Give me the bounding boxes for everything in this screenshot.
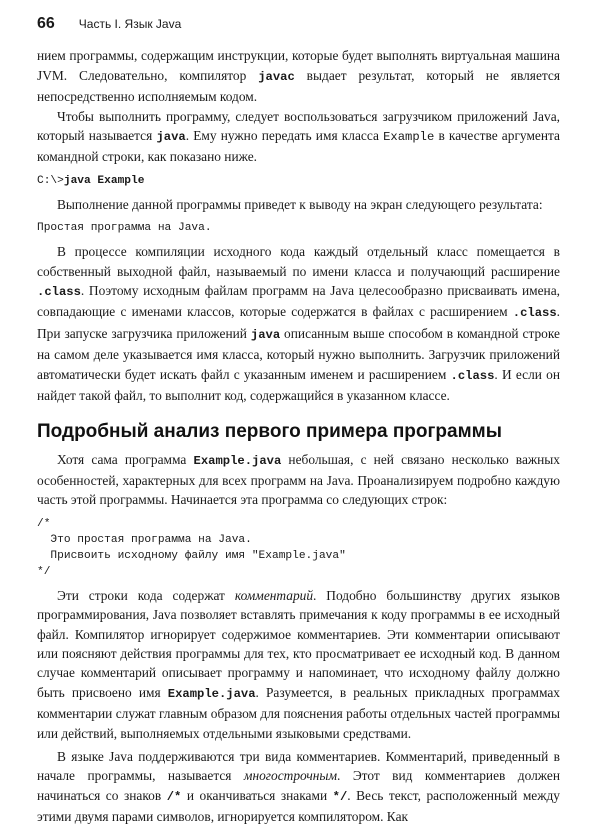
inline-code: Example.java xyxy=(167,686,256,701)
inline-code: java xyxy=(156,130,186,145)
paragraph-class-files: В процессе компиляции исходного кода каждый отдельный класс помещается в собственный выходной файл, называемый по имени класса и получающий расширение .class. Поэтому исходным файлам программ на Java целесообразно присваивать имена, совпадающие с именами классов, которые содержатся в файлах с расширением .class. При запуске загрузчика приложений java описанным выше способом в командной строке на самом деле указывается имя класса, который нужно выполнить. Загрузчик приложений автоматически будет искать файл с указанным именем и расширением .class. И если он найдет такой файл, то выполнит код, содержащийся в указанном классе. xyxy=(37,244,560,404)
paragraph-comment-kinds: В языке Java поддерживаются три вида комментариев. Комментарий, приведенный в начале программы, называется многострочным. Этот вид комментариев должен начинаться со знаков /* и оканчиваться знаками */. Весь текст, расположенный между этими двумя парами символов, игнорируется компилятором. Как xyxy=(37,748,560,825)
inline-code: javac xyxy=(258,69,295,84)
inline-code: java xyxy=(250,327,281,342)
section-heading: Подробный анализ первого примера программы xyxy=(37,420,502,442)
paragraph-comments: Эти строки кода содержат комментарий. Подобно большинству других языков программирования, Java позволяет вставлять примечания к коду программы в ее исходный файл. Компилятор игнорирует содержимое комментариев. Эти комментарии описывают или поясняют действия программы для тех, кто просматривает ее исходный код. В данном случае комментарий описывает программу и напоминает, что исходному файлу должно быть присвоено имя Example.java. Разумеется, в реальных прикладных программах комментарии служат главным образом для пояснения работы отдельных частей программы или действий, выполняемых отдельными языковыми средствами. xyxy=(37,587,560,741)
paragraph-output-intro: Выполнение данной программы приведет к выводу на экран следующего результата: xyxy=(57,196,543,212)
emphasis: многострочным xyxy=(243,768,338,784)
running-title: Часть I. Язык Java xyxy=(78,17,182,31)
page-header xyxy=(37,14,560,34)
paragraph-analysis-intro: Хотя сама программа Example.java небольшая, с ней связано несколько важных особенностей, характерных для всех программ на Java. Проанализируем подробно каждую часть этой программы. Начинается эта программа со следующих строк: xyxy=(37,451,560,508)
inline-code: .class xyxy=(450,368,495,383)
paragraph-continued: нием программы, содержащим инструкции, которые будет выполнять виртуальная машина JVM. Следовательно, компилятор javac выдает результат, который не является непосредственно исполняемым кодом. xyxy=(37,48,561,105)
paragraph-run-program: Чтобы выполнить программу, следует воспользоваться загрузчиком приложений Java, который называется java. Ему нужно передать имя класса Example в качестве аргумента командной строки, как показано ниже. xyxy=(37,108,560,165)
inline-code: Example xyxy=(383,130,435,145)
inline-code: */ xyxy=(332,789,348,804)
inline-code: Example.java xyxy=(193,453,282,468)
command-line-example: C:\>java Example xyxy=(37,174,145,187)
inline-code: .class xyxy=(512,306,557,321)
page-number: 66 xyxy=(37,15,55,32)
program-output: Простая программа на Java. xyxy=(37,222,212,235)
inline-code: .class xyxy=(37,285,81,300)
emphasis: комментарий xyxy=(234,587,314,603)
inline-code: /* xyxy=(166,789,182,804)
comment-code-block: /* Это простая программа на Java. Присвоить исходному файлу имя "Example.java" */ xyxy=(37,517,346,578)
